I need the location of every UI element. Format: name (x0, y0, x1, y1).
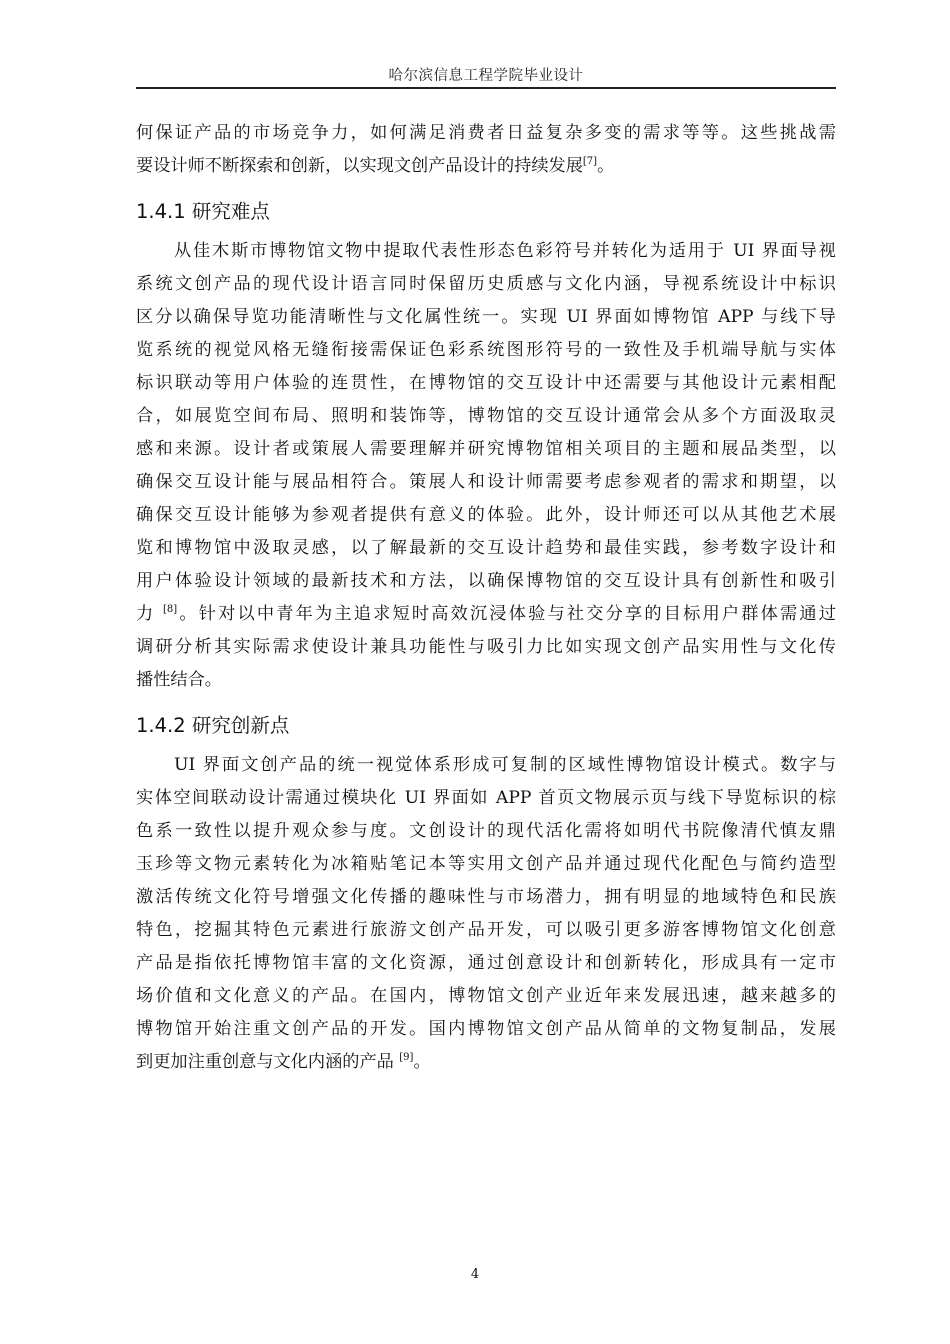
text-line: 激活传统文化符号增强文化传播的趣味性与市场潜力，拥有明显的地域特色和民族 (136, 887, 836, 907)
text-line: UI 界面文创产品的统一视觉体系形成可复制的区域性博物馆设计模式。数字与 (174, 755, 836, 775)
citation-7: [7] (582, 156, 598, 167)
page-header: 哈尔滨信息工程学院毕业设计 (388, 68, 584, 84)
text-line: 览和博物馆中汲取灵感，以了解最新的交互设计趋势和最佳实践，参考数字设计和 (136, 538, 836, 558)
text-line: 力 [8]。针对以中青年为主追求短时高效沉浸体验与社交分享的目标用户群体需通过 (136, 604, 836, 624)
section-heading-1-4-1: 1.4.1 研究难点 (136, 200, 270, 223)
text-line: 色系一致性以提升观众参与度。文创设计的现代活化需将如明代书院像清代慎友鼎 (136, 821, 836, 841)
text-line: 播性结合。 (136, 670, 222, 690)
text-line: 感和来源。设计者或策展人需要理解并研究博物馆相关项目的主题和展品类型，以 (136, 439, 836, 459)
section-heading-1-4-2: 1.4.2 研究创新点 (136, 714, 290, 737)
header-rule (136, 87, 836, 89)
text-line: 要设计师不断探索和创新，以实现文创产品设计的持续发展[7]。 (136, 156, 615, 176)
text-line: 调研分析其实际需求使设计兼具功能性与吸引力比如实现文创产品实用性与文化传 (136, 637, 836, 657)
text-line: 产品是指依托博物馆丰富的文化资源，通过创意设计和创新转化，形成具有一定市 (136, 953, 836, 973)
intro-paragraph (136, 117, 836, 183)
text-line: 览系统的视觉风格无缝衔接需保证色彩系统图形符号的一致性及手机端导航与实体 (136, 340, 836, 360)
text-line: 特色，挖掘其特色元素进行旅游文创产品开发，可以吸引更多游客博物馆文化创意 (136, 920, 836, 940)
text-line: 合，如展览空间布局、照明和装饰等，博物馆的交互设计通常会从多个方面汲取灵 (136, 406, 836, 426)
document-body (136, 117, 836, 1079)
text-line: 从佳木斯市博物馆文物中提取代表性形态色彩符号并转化为适用于 UI 界面导视 (174, 241, 836, 261)
page-number: 4 (470, 1267, 480, 1282)
text-line: 博物馆开始注重文创产品的开发。国内博物馆文创产品从简单的文物复制品，发展 (136, 1019, 836, 1039)
text-line: 玉珍等文物元素转化为冰箱贴笔记本等实用文创产品并通过现代化配色与简约造型 (136, 854, 836, 874)
text-line: 场价值和文化意义的产品。在国内，博物馆文创产业近年来发展迅速，越来越多的 (136, 986, 836, 1006)
citation-9: [9] (399, 1052, 414, 1063)
section-2-paragraph (136, 749, 836, 1079)
text-line: 标识联动等用户体验的连贯性，在博物馆的交互设计中还需要与其他设计元素相配 (136, 373, 836, 393)
text-line: 系统文创产品的现代设计语言同时保留历史质感与文化内涵，导视系统设计中标识 (136, 274, 836, 294)
text-line: 确保交互设计能够为参观者提供有意义的体验。此外，设计师还可以从其他艺术展 (136, 505, 836, 525)
text-line: 区分以确保导览功能清晰性与文化属性统一。实现 UI 界面如博物馆 APP 与线下导 (136, 307, 836, 327)
text-line: 到更加注重创意与文化内涵的产品 [9]。 (136, 1052, 431, 1072)
text-line: 确保交互设计能与展品相符合。策展人和设计师需要考虑参观者的需求和期望，以 (136, 472, 836, 492)
citation-8: [8] (163, 604, 178, 615)
text-line: 用户体验设计领域的最新技术和方法，以确保博物馆的交互设计具有创新性和吸引 (136, 571, 836, 591)
text-line: 何保证产品的市场竞争力，如何满足消费者日益复杂多变的需求等等。这些挑战需 (136, 123, 836, 143)
text-line: 实体空间联动设计需通过模块化 UI 界面如 APP 首页文物展示页与线下导览标识的棕 (136, 788, 836, 808)
section-1-paragraph (136, 235, 836, 697)
